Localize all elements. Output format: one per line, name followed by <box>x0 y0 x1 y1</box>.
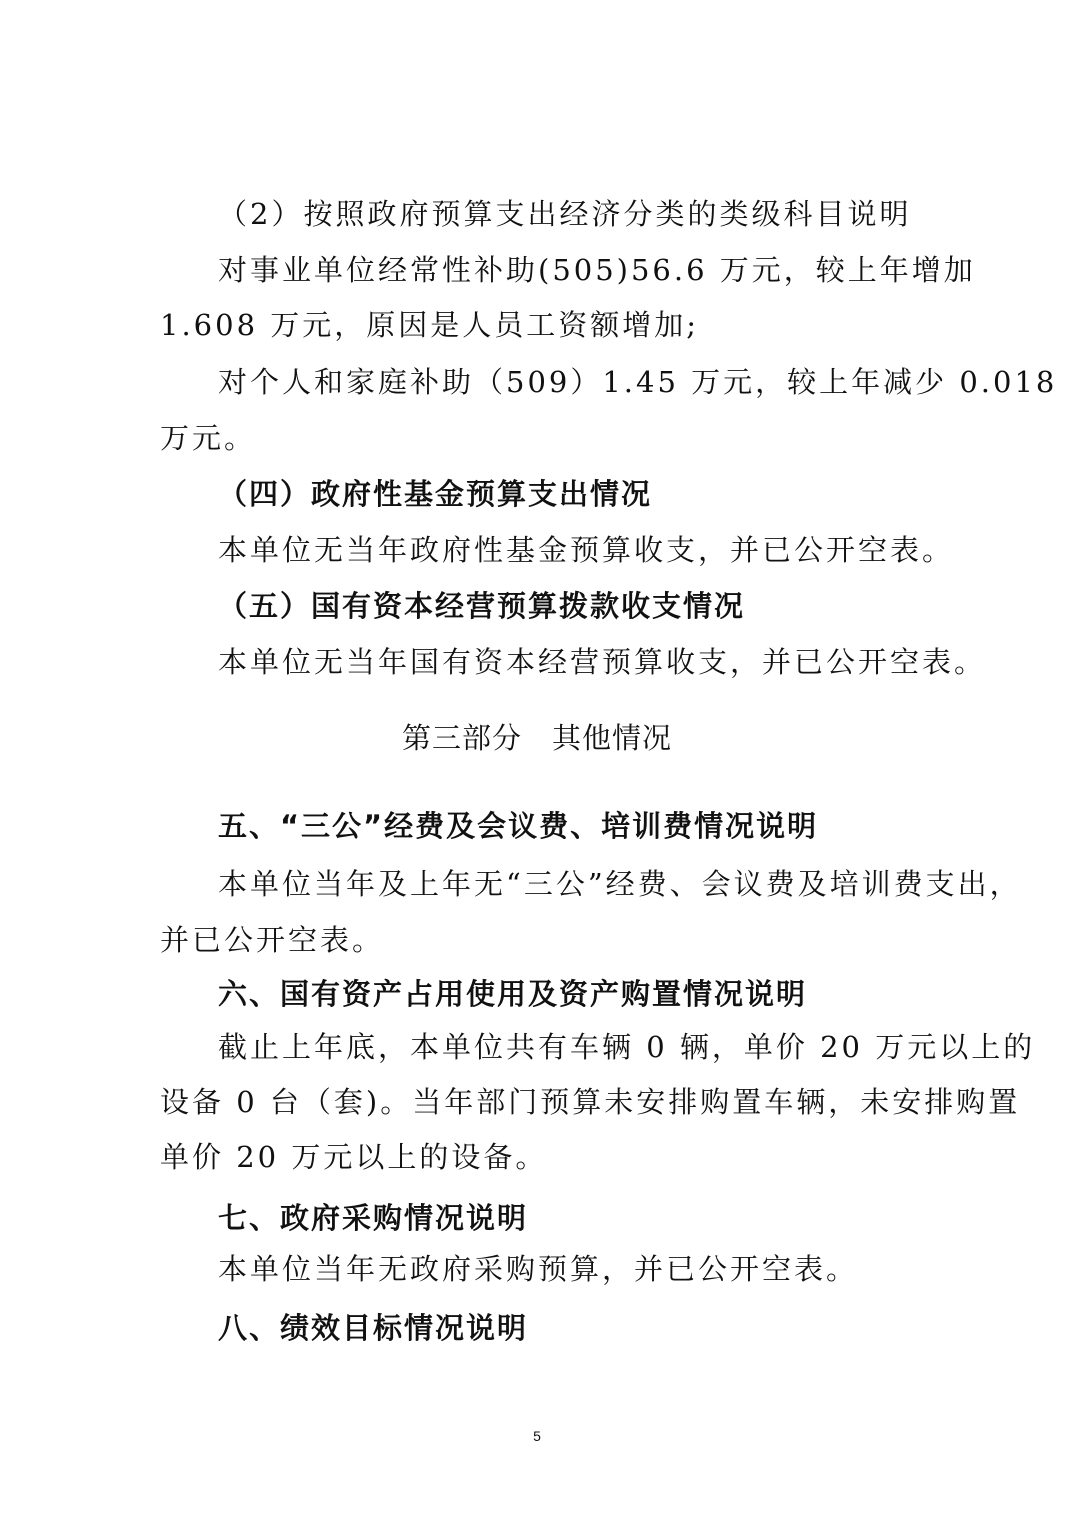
page-number: 5 <box>533 1428 541 1444</box>
section-heading-government-procurement: 七、政府采购情况说明 <box>218 1201 529 1235</box>
paragraph-three-public-expenses: 本单位当年及上年无“三公”经费、会议费及培训费支出， <box>218 867 1022 901</box>
subsection-title-economic-classification: （2）按照政府预算支出经济分类的类级科目说明 <box>218 197 912 231</box>
paragraph-state-assets-cont2: 单价 20 万元以上的设备。 <box>160 1140 548 1174</box>
section-heading-government-fund: （四）政府性基金预算支出情况 <box>218 477 653 511</box>
paragraph-505-subsidy: 对事业单位经常性补助(505)56.6 万元，较上年增加 <box>218 253 976 287</box>
section-heading-state-capital: （五）国有资本经营预算拨款收支情况 <box>218 589 746 623</box>
paragraph-state-assets-cont: 设备 0 台（套)。当年部门预算未安排购置车辆，未安排购置 <box>160 1085 1021 1119</box>
paragraph-509-subsidy: 对个人和家庭补助（509）1.45 万元，较上年减少 0.018 <box>218 365 1058 399</box>
paragraph-government-procurement: 本单位当年无政府采购预算，并已公开空表。 <box>218 1252 859 1286</box>
section-heading-three-public-expenses: 五、“三公”经费及会议费、培训费情况说明 <box>218 809 819 843</box>
paragraph-state-assets: 截止上年底，本单位共有车辆 0 辆，单价 20 万元以上的 <box>218 1030 1036 1064</box>
paragraph-505-subsidy-cont: 1.608 万元，原因是人员工资额增加; <box>160 308 700 342</box>
section-heading-performance-goals: 八、绩效目标情况说明 <box>218 1311 529 1345</box>
paragraph-509-subsidy-cont: 万元。 <box>160 421 257 455</box>
paragraph-state-capital: 本单位无当年国有资本经营预算收支，并已公开空表。 <box>218 645 987 679</box>
section-heading-state-assets: 六、国有资产占用使用及资产购置情况说明 <box>218 977 808 1011</box>
paragraph-government-fund: 本单位无当年政府性基金预算收支，并已公开空表。 <box>218 533 955 567</box>
paragraph-three-public-expenses-cont: 并已公开空表。 <box>160 923 385 957</box>
part-three-title: 第三部分 其他情况 <box>401 721 672 755</box>
